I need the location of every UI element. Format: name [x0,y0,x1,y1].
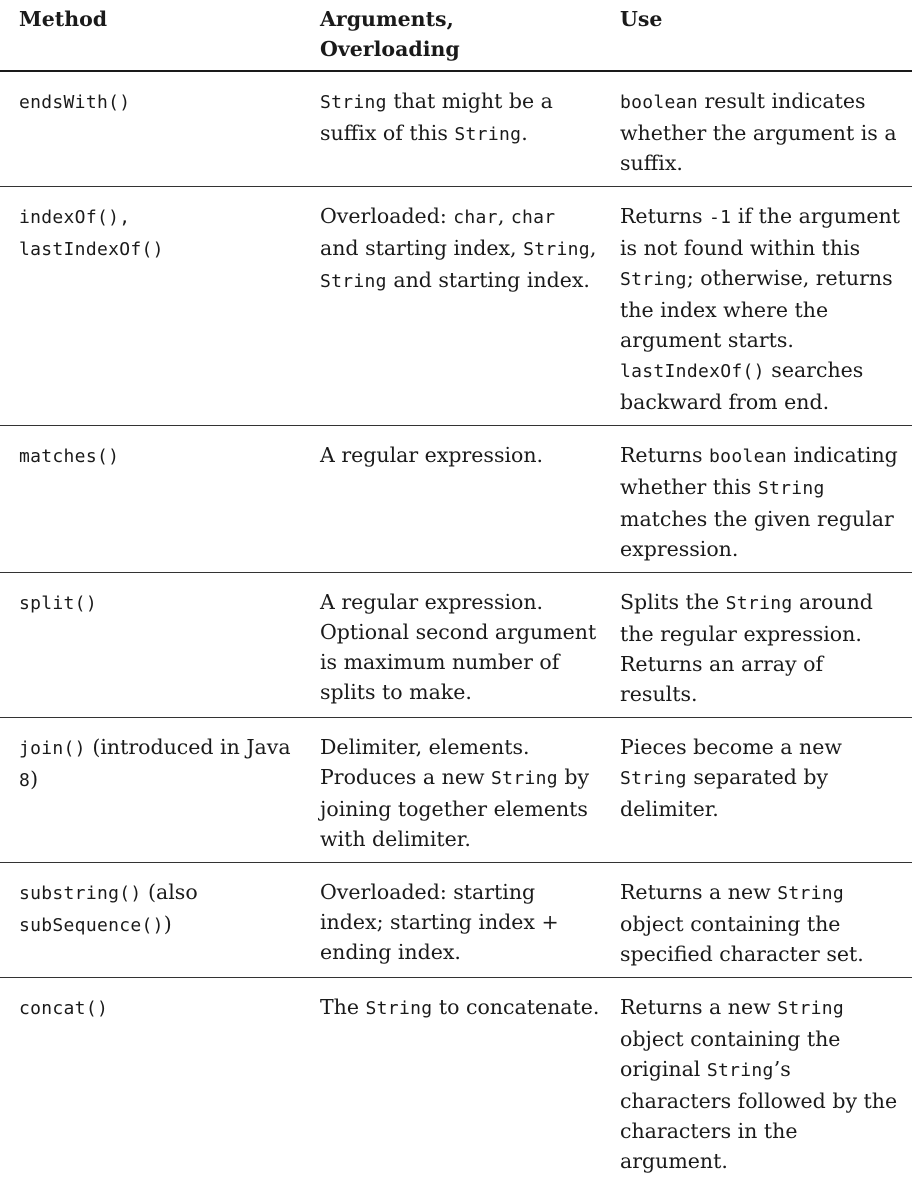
method-cell [0,187,305,426]
code-text: String [726,593,793,614]
arguments-cell [305,71,608,187]
cell-text: Returns a new [620,995,777,1019]
header-arguments: Arguments, Overloading [305,0,608,71]
table-row [0,978,912,1184]
table-row [0,863,912,978]
cell-text: (introduced in Java [86,735,291,759]
use-cell [608,187,912,426]
code-text: concat() [19,998,108,1019]
cell-text: ) [30,767,38,791]
table-row [0,71,912,187]
code-text: String [366,998,433,1019]
method-cell [0,863,305,978]
cell-text: ; otherwise, returns the index where the argument starts. [620,266,893,352]
cell-text: Overloaded: [320,204,453,228]
cell-text: matches the given regular expression. [620,507,894,561]
code-text: String [620,768,687,789]
code-text: substring() [19,883,142,904]
code-text: String [620,269,687,290]
arguments-cell [305,573,608,718]
method-cell [0,978,305,1184]
code-text: lastIndexOf() [19,239,164,260]
use-cell [608,978,912,1184]
arguments-cell [305,863,608,978]
cell-text: indicating whether this [620,443,898,499]
cell-text: , [498,204,511,228]
table-row [0,718,912,863]
cell-text: and starting index. [387,268,590,292]
code-text: lastIndexOf() [620,361,765,382]
code-text: String [491,768,558,789]
code-text: String [758,478,825,499]
code-text: subSequence() [19,915,164,936]
cell-text: around the regular expression. Returns an array of results. [620,590,873,706]
method-cell [0,718,305,863]
code-text: indexOf(), [19,207,130,228]
cell-text: that might be a suffix of this [320,89,553,145]
cell-text: . [521,121,528,145]
header-row [0,0,912,71]
code-text: 8 [19,770,30,791]
method-cell [0,426,305,573]
code-text: endsWith() [19,92,130,113]
table-row [0,426,912,573]
arguments-cell [305,978,608,1184]
method-cell [0,573,305,718]
cell-text: The [320,995,366,1019]
table-row [0,573,912,718]
cell-text: A regular expression. Optional second argument is maximum number of splits to make. [320,590,596,704]
cell-text: ’s characters followed by the characters in the argument. [620,1057,897,1173]
use-cell [608,573,912,718]
use-cell [608,71,912,187]
cell-text: and starting index, [320,236,523,260]
cell-text: Splits the [620,590,726,614]
use-cell [608,426,912,573]
use-cell [608,863,912,978]
arguments-cell [305,187,608,426]
code-text: String [777,998,844,1019]
cell-text: Overloaded: starting index; starting index + ending index. [320,880,559,964]
table-row [0,187,912,426]
code-text: String [320,271,387,292]
cell-text: by joining together elements with delimiter. [320,765,589,851]
cell-text: Returns a new [620,880,777,904]
code-text: boolean [709,446,787,467]
code-text: split() [19,593,97,614]
cell-text: Returns [620,443,709,467]
code-text: char [453,207,498,228]
cell-text: Pieces become a new [620,735,842,759]
cell-text: if the argument is not found within this [620,204,900,260]
cell-text: object containing the specified character set. [620,912,864,966]
cell-text: separated by delimiter. [620,765,828,821]
cell-text: result indicates whether the argument is a suffix. [620,89,897,175]
cell-text: to concatenate. [432,995,599,1019]
code-text: matches() [19,446,119,467]
cell-text: , [590,236,597,260]
code-text: String [707,1060,774,1081]
arguments-cell [305,718,608,863]
code-text: String [454,124,521,145]
method-cell [0,71,305,187]
cell-text: object containing the original [620,1027,840,1081]
use-cell [608,718,912,863]
code-text: String [523,239,590,260]
header-use: Use [608,0,912,71]
cell-text: (also [142,880,198,904]
cell-text: ) [164,912,172,936]
code-text: char [511,207,556,228]
code-text: join() [19,738,86,759]
cell-text: searches backward from end. [620,358,863,414]
cell-text: A regular expression. [320,443,543,467]
code-text: -1 [709,207,731,228]
arguments-cell [305,426,608,573]
cell-text: Delimiter, elements. Produces a new [320,735,530,789]
code-text: String [320,92,387,113]
cell-text: Returns [620,204,709,228]
header-method: Method [0,0,305,71]
code-text: boolean [620,92,698,113]
code-text: String [777,883,844,904]
